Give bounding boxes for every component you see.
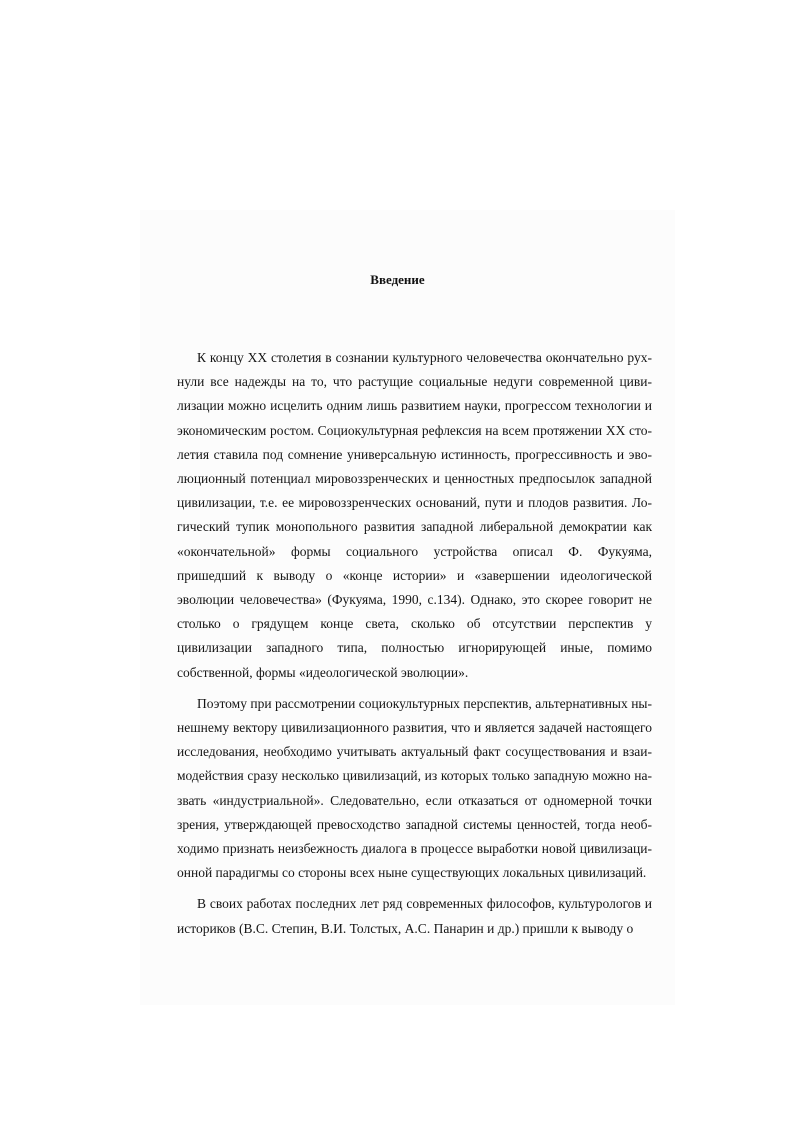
paragraph-3: В своих работах последних лет ряд современных философов, культурологов и историков (В.С. Степин, В.И. Толстых, А.С. Панарин и др.) пришли к выводу о — [177, 896, 652, 936]
paragraph-1: К концу XX столетия в сознании культурного человечества окончательно рухнули все надежды на то, что растущие социальные недуги современной цивилизации можно исцелить одним лишь развитием науки, прогрессом технологии и экономическим ростом. Социокультурная рефлексия на всем протяжении XX столетия ставила под сомнение универсальную истинность, прогрессивность и эволюционный потенциал мировоззренческих и ценностных предпосылок западной цивилизации, т.е. ее мировоззренческих оснований, пути и плодов развития. Логический тупик монопольного развития западной либеральной демократии как «окончательной» формы социального устройства описал Ф. Фукуяма, пришедший к выводу о «конце истории» и «завершении идеологической эволюции человечества» (Фукуяма, 1990, с.134). Однако, это скорее говорит не столько о грядущем конце света, сколько об отсутствии перспектив у цивилизации западного типа, полностью игнорирующей иные, помимо собственной, формы «идеологической эволюции». — [177, 350, 652, 680]
document-body — [177, 346, 652, 941]
paragraph-2: Поэтому при рассмотрении социокультурных перспектив, альтернативных нынешнему вектору цивилизационного развития, что и является задачей настоящего исследования, необходимо учитывать актуальный факт сосуществования и взаимодействия сразу несколько цивилизаций, из которых только западную можно назвать «индустриальной». Следовательно, если отказаться от одномерной точки зрения, утверждающей превосходство западной системы ценностей, тогда необходимо признать неизбежность диалога в процессе выработки новой цивилизационной парадигмы со стороны всех ныне существующих локальных цивилизаций. — [177, 695, 652, 881]
document-title: Введение — [370, 272, 425, 287]
